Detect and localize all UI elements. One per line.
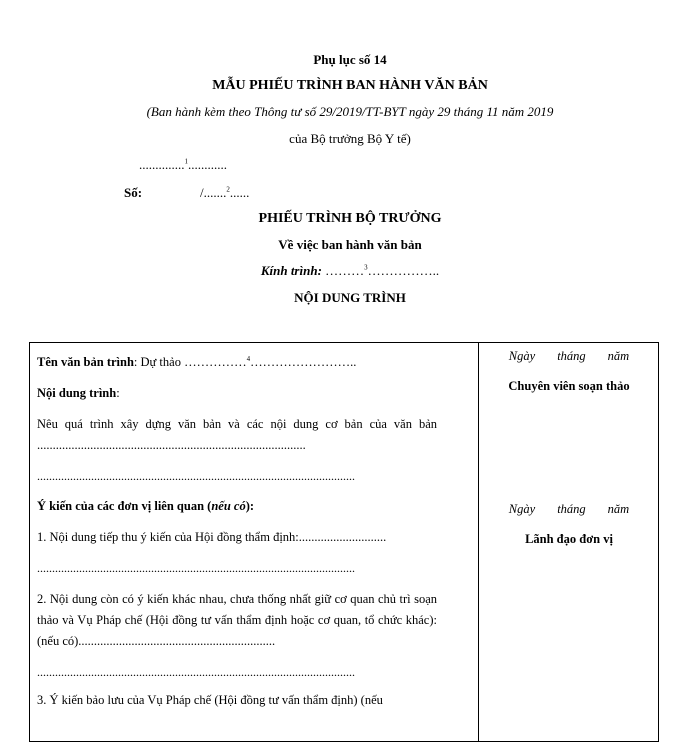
content-label: Nội dung trình: <box>37 386 120 400</box>
item-2-disagreements: 2. Nội dung còn có ý kiến khác nhau, chưa thống nhất giữ cơ quan chủ trì soạn thảo và Vụ Pháp chế (Hội đồng tư vấn thẩm định hoặc cơ quan, tổ chức khác): (nếu có)............................................................... <box>37 592 437 648</box>
form-title: MẪU PHIẾU TRÌNH BAN HÀNH VĂN BẢN <box>212 78 488 93</box>
issued-note-line-2: của Bộ trưởng Bộ Y tế) <box>289 131 411 146</box>
item-3-reserved-opinions: 3. Ý kiến bảo lưu của Vụ Pháp chế (Hội đồng tư vấn thẩm định) (nếu <box>37 693 383 707</box>
dotted-line: .......................................................................................................... <box>37 561 355 575</box>
content-heading: NỘI DUNG TRÌNH <box>294 290 406 305</box>
agency-name-placeholder: ..............$^1$............ <box>139 157 227 172</box>
specialist-signature-label: Chuyên viên soạn thảo <box>508 379 630 393</box>
related-opinions-heading: Ý kiến của các đơn vị liên quan (nếu có): <box>37 499 255 513</box>
specialist-date: Ngày tháng năm <box>508 349 630 363</box>
submission-form-table <box>29 342 659 742</box>
number-label: Số: <box>124 185 143 200</box>
appendix-number: Phụ lục số 14 <box>313 52 387 67</box>
item-1-appraisal-opinions: 1. Nội dung tiếp thu ý kiến của Hội đồng thẩm định:............................ <box>37 530 387 544</box>
unit-leader-date: Ngày tháng năm <box>508 502 630 516</box>
document-name-field: Tên văn bản trình: Dự thảo ……………$^4$…………………….. <box>37 354 357 369</box>
dotted-line: .......................................................................................................... <box>37 665 355 679</box>
unit-leader-signature-label: Lãnh đạo đơn vị <box>525 532 613 546</box>
issued-note-line-1: (Ban hành kèm theo Thông tư số 29/2019/TT-BYT ngày 29 tháng 11 năm 2019 <box>146 104 554 119</box>
dotted-line: .......................................................................................................... <box>37 469 355 483</box>
submission-title: PHIẾU TRÌNH BỘ TRƯỞNG <box>258 211 442 226</box>
content-description: Nêu quá trình xây dựng văn bản và các nội dung cơ bản của văn bản ...................................................................................... <box>37 417 437 452</box>
number-placeholder: /.......$^2$...... <box>200 185 250 200</box>
submission-subject: Về việc ban hành văn bản <box>278 237 422 252</box>
addressee-line: Kính trình: ………$^3$…………….. <box>260 263 440 278</box>
